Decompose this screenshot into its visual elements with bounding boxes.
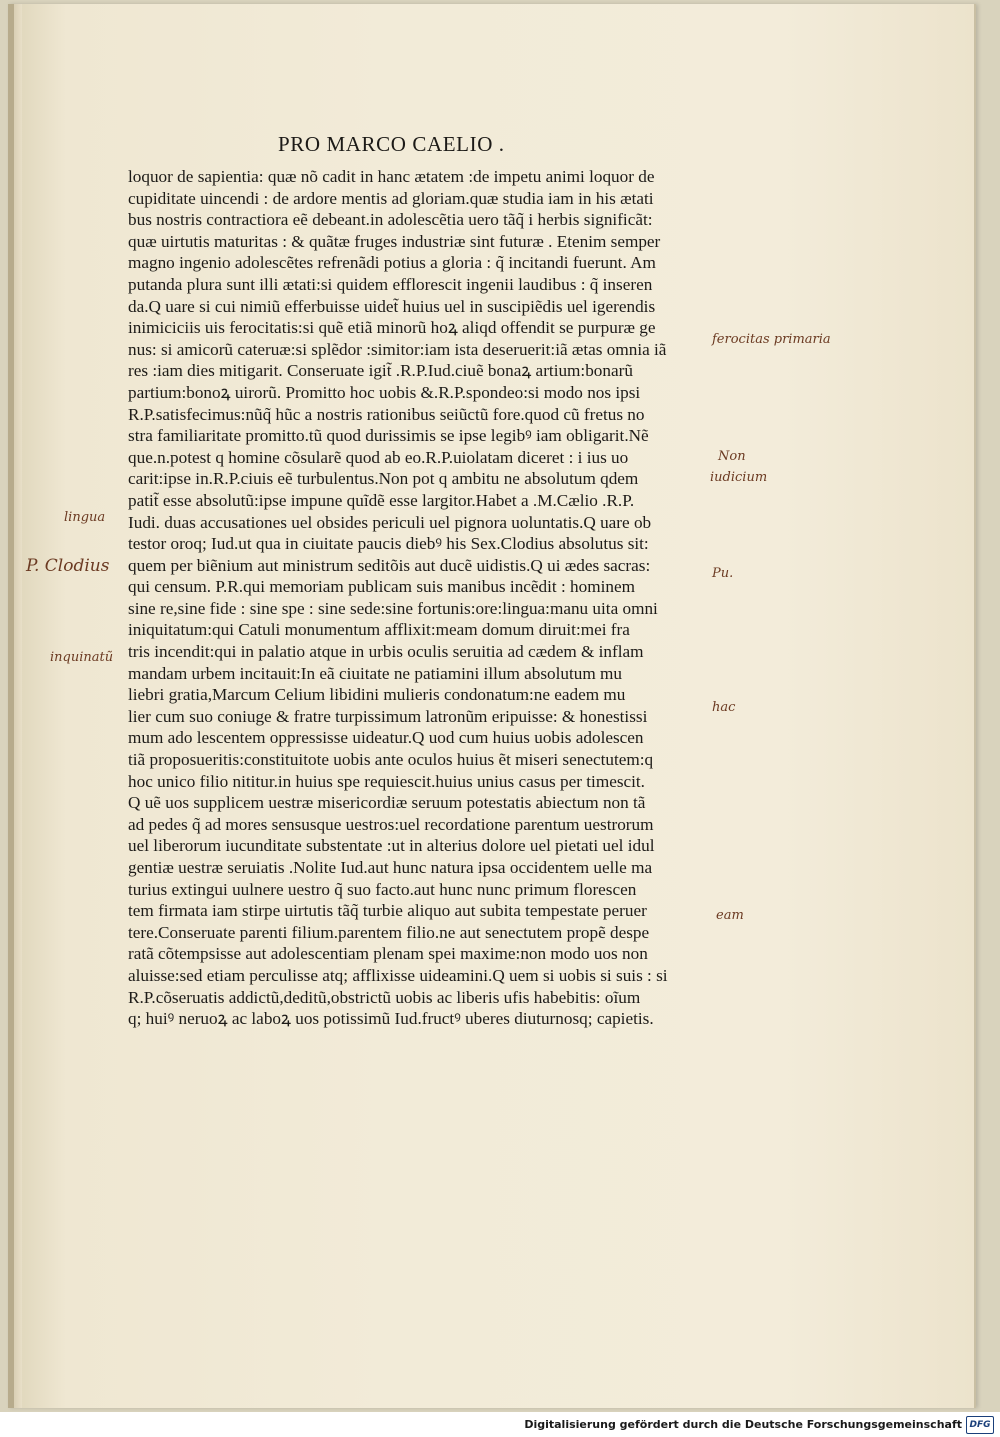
binding-gutter xyxy=(8,4,14,1408)
text-line: R.P.cõseruatis addictũ,deditũ,obstrictũ uobis ac liberis ufis habebitis: oĩum xyxy=(128,987,641,1007)
marginal-note-ferocitas: ferocitas primaria xyxy=(712,332,831,347)
marginal-note-hac: hac xyxy=(712,700,736,715)
text-line: partium:bonoꝝ uirorũ. Promitto hoc uobis &.R.P.spondeo:si modo nos ipsi xyxy=(128,382,641,402)
text-line: tem firmata iam stirpe uirtutis tãq̃ turbie aliquo aut subita tempestate peruer xyxy=(128,901,647,921)
text-line: patit̃ esse absolutũ:ipse impune quĩdẽ esse largitor.Habet a .M.Cælio .R.P. xyxy=(128,490,635,510)
marginal-note-lingua: lingua xyxy=(64,510,106,525)
text-line: loquor de sapientia: quæ nõ cadit in hanc ætatem :de impetu animi loquor de xyxy=(128,167,655,186)
text-line: que.n.potest q homine cõsularẽ quod ab eo.R.P.uiolatam diceret : i ius uo xyxy=(128,447,629,467)
dfg-logo: DFG xyxy=(966,1416,994,1434)
text-line: stra familiaritate promitto.tũ quod durissimis se ipse legibꝰ iam obligarit.Nẽ xyxy=(128,426,649,446)
text-line: aluisse:sed etiam perculisse atq; afflixisse uideamini.Q uem si uobis si suis : si xyxy=(128,965,668,985)
text-line: tiã proposueritis:constituitote uobis ante oculos huius ẽt miseri senectutem:q xyxy=(128,750,654,770)
text-line: ad pedes q̃ ad mores sensusque uestros:uel recordatione parentum uestrorum xyxy=(128,814,654,834)
text-line: tere.Conseruate parenti filium.parentem filio.ne aut senectutem propẽ despe xyxy=(128,922,650,942)
text-line: Q uẽ uos supplicem uestræ misericordiæ seruum potestatis abiectum non tã xyxy=(128,793,646,813)
text-line: nus: si amicorũ cateruæ:si splẽdor :simitor:iam ista deseruerit:iã ætas omnia iã xyxy=(128,339,667,359)
text-line: hoc unico filio nititur.in huius spe requiescit.huius unius casus per timescit. xyxy=(128,771,645,791)
text-line: cupiditate uincendi : de ardore mentis ad gloriam.quæ studia iam in his ætati xyxy=(128,188,654,208)
text-line: testor oroq; Iud.ut qua in ciuitate paucis diebꝰ his Sex.Clodius absolutus sit: xyxy=(128,534,649,554)
marginal-note-non: Non xyxy=(718,449,746,464)
text-line: tris incendit:qui in palatio atque in urbis oculis seruitia ad cædem & inflam xyxy=(128,642,644,662)
text-line: bus nostris contractiora eẽ debeant.in adolescẽtia uero tãq̃ i herbis significãt: xyxy=(128,210,653,230)
marginal-note-pu: Pu. xyxy=(712,566,734,581)
text-line: qui censum. P.R.qui memoriam publicam suis manibus incẽdit : hominem xyxy=(128,577,635,597)
text-line: iniquitatum:qui Catuli monumentum afflixit:meam domum diruit:mei fra xyxy=(128,620,630,640)
marginal-note-inquinatum: inquinatũ xyxy=(50,650,114,665)
digitization-credit: Digitalisierung gefördert durch die Deutsche Forschungsgemeinschaft xyxy=(524,1418,962,1431)
text-line: da.Q uare si cui nimiũ efferbuisse uidet̃ huius uel in suscipiẽdis uel igerendis xyxy=(128,296,656,316)
body-text xyxy=(128,166,708,1030)
text-line: gentiæ uestræ seruiatis .Nolite Iud.aut hunc natura ipsa occidentem uelle ma xyxy=(128,858,653,877)
text-line: quem per biẽnium aut ministrum seditõis aut ducẽ uidistis.Q ui ædes sacras: xyxy=(128,555,651,575)
text-line: mandam urbem incitauit:In eã ciuitate ne patiamini illum absolutum mu xyxy=(128,663,623,683)
text-line: mum ado lescentem oppressisse uideatur.Q uod cum huius uobis adolescen xyxy=(128,728,644,748)
text-line: putanda plura sunt illi ætati:si quidem efflorescit ingenii laudibus : q̃ inseren xyxy=(128,274,653,294)
page-heading: PRO MARCO CAELIO . xyxy=(278,132,505,156)
text-line: q; huiꝰ neruoꝝ ac laboꝝ uos potissimũ Iud.fructꝰ uberes diuturnosq; capietis. xyxy=(128,1009,654,1029)
text-line: inimiciciis uis ferocitatis:si quẽ etiã minorũ hoꝝ aliqd offendit se purpuræ ge xyxy=(128,318,656,338)
text-line: uel liberorum iucunditate substentate :ut in alterius dolore uel pietati uel idul xyxy=(128,836,655,856)
marginal-note-eam: eam xyxy=(716,908,744,923)
marginal-note-clodius: P. Clodius xyxy=(26,556,110,576)
text-line: turius extingui uulnere uestro q̃ suo facto.aut hunc nunc primum florescen xyxy=(128,879,637,899)
text-line: res :iam dies mitigarit. Conseruate igit̃ .R.P.Iud.ciuẽ bonaꝝ artium:bonarũ xyxy=(128,361,633,381)
text-line: liebri gratia,Marcum Celium libidini mulieris condonatum:ne eadem mu xyxy=(128,685,626,705)
footer-bar xyxy=(0,1412,1000,1437)
text-line: sine re,sine fide : sine spe : sine sede:sine fortunis:ore:lingua:manu uita omni xyxy=(128,598,658,618)
text-line: lier cum suo coniuge & fratre turpissimum latronũm eripuisse: & honestissi xyxy=(128,706,648,726)
marginal-note-iudicium: iudicium xyxy=(710,470,768,485)
text-line: Iudi. duas accusationes uel obsides periculi uel pignora uoluntatis.Q uare ob xyxy=(128,512,652,532)
text-line: ratã cõtempsisse aut adolescentiam plenam spei maxime:non modo uos non xyxy=(128,944,648,964)
text-line: magno ingenio adolescẽtes refrenãdi potius a gloria : q̃ incitandi fuerunt. Am xyxy=(128,253,656,273)
text-line: carit:ipse in.R.P.ciuis eẽ turbulentus.Non pot q ambitu ne absolutum qdem xyxy=(128,469,639,489)
text-line: quæ uirtutis maturitas : & quãtæ fruges industriæ sint futuræ . Etenim semper xyxy=(128,231,661,251)
text-line: R.P.satisfecimus:nũq̃ hũc a nostris rationibus seiũctũ fore.quod cũ fretus no xyxy=(128,404,645,424)
